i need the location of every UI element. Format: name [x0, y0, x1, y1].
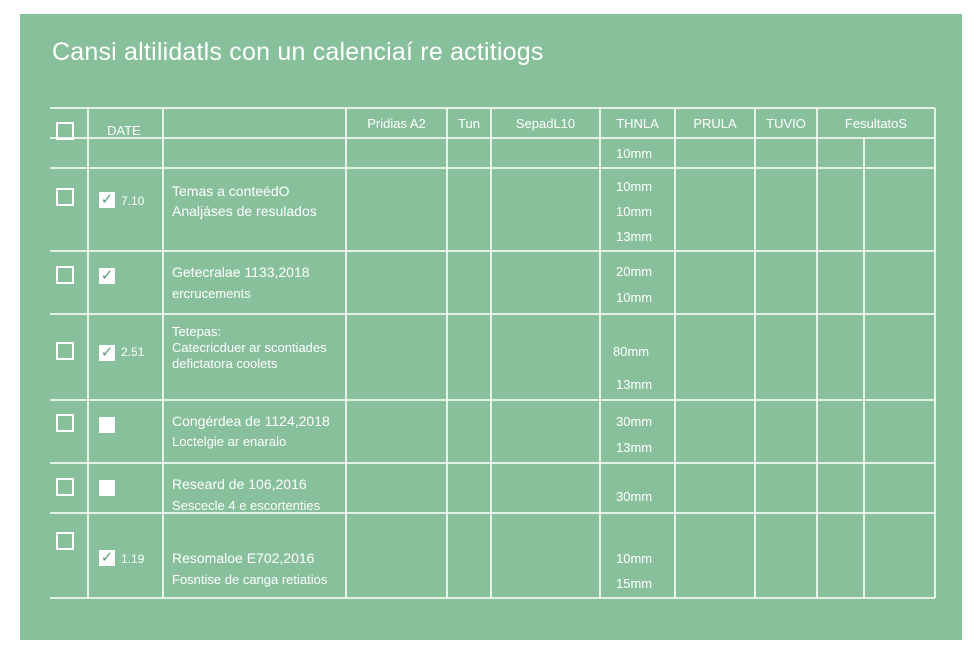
- row-checkbox[interactable]: [56, 266, 74, 284]
- row-time: 15mm: [616, 576, 653, 591]
- row-time: 10mm: [616, 290, 653, 305]
- select-all-checkbox[interactable]: [56, 122, 74, 140]
- row-checkbox[interactable]: [56, 342, 74, 360]
- row-number: 1.19: [121, 552, 145, 566]
- row-number: 2.51: [121, 345, 145, 359]
- row-time: 30mm: [616, 414, 653, 429]
- row-checkbox[interactable]: [56, 532, 74, 550]
- row-description: Researd de 106,2016: [172, 476, 307, 492]
- header-col1: Pridias A2: [367, 116, 426, 131]
- header-col3: SepadL10: [515, 116, 576, 131]
- row-check-empty[interactable]: [99, 417, 115, 433]
- header-subvalue: 10mm: [616, 146, 653, 161]
- header-col7: FesultatoS: [844, 116, 908, 131]
- row-number: 7.10: [121, 194, 145, 208]
- row-time: 13mm: [616, 440, 653, 455]
- header-col6: TUVIO: [766, 116, 806, 131]
- row-checkbox[interactable]: [56, 478, 74, 496]
- header-col4: THNLA: [616, 116, 659, 131]
- row-description: Tetepas: Catecricduer ar scontiades defictatora coolets: [172, 324, 327, 371]
- row-time: 80mm: [613, 344, 650, 359]
- table-grid-lines: [20, 14, 962, 640]
- row-time: 10mm: [616, 551, 653, 566]
- header-date: DATE: [107, 123, 141, 138]
- row-checkbox[interactable]: [56, 414, 74, 432]
- header-col5: PRULA: [693, 116, 737, 131]
- row-time: 13mm: [616, 229, 653, 244]
- row-check-empty[interactable]: [99, 480, 115, 496]
- row-time: 10mm: [616, 179, 653, 194]
- table-panel: [20, 14, 962, 640]
- row-check-mark[interactable]: ✓: [100, 267, 114, 284]
- row-time: 13mm: [616, 377, 653, 392]
- row-description-sub: ercrucements: [172, 286, 251, 301]
- row-check-mark[interactable]: ✓: [100, 549, 114, 566]
- row-time: 20mm: [616, 264, 653, 279]
- row-description-sub: Sescecle 4 e escortenties: [172, 498, 321, 513]
- row-checkbox[interactable]: [56, 188, 74, 206]
- row-description-sub: Loctelgie ar enaralo: [172, 434, 287, 449]
- row-description-sub: Fosntise de canga retiatios: [172, 572, 328, 587]
- row-description: Congérdea de 1124,2018: [172, 413, 330, 429]
- row-time: 30mm: [616, 489, 653, 504]
- row-check-mark[interactable]: ✓: [100, 344, 114, 361]
- header-col2: Tun: [458, 116, 480, 131]
- row-description: Getecralae 1133,2018: [172, 264, 310, 280]
- page-title: Cansi altilidatls con un calenciaí re actitiogs: [52, 38, 544, 66]
- row-description: Temas a conteédO Analjáses de resulados: [172, 183, 317, 219]
- row-time: 10mm: [616, 204, 653, 219]
- row-check-mark[interactable]: ✓: [100, 191, 114, 208]
- row-description: Resomaloe E702,2016: [172, 550, 315, 566]
